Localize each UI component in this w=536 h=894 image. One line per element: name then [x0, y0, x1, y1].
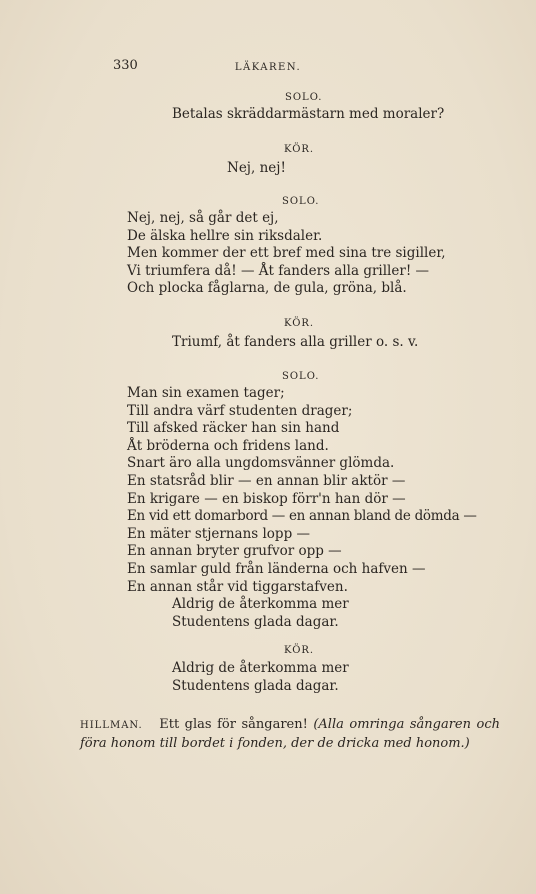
verse-line: Aldrig de återkomma mer	[172, 660, 349, 676]
verse-line: Snart äro alla ungdomsvänner glömda.	[127, 455, 395, 472]
spoken-line: Ett glas för sångaren!	[159, 717, 308, 732]
speaker-label-chorus: KÖR.	[284, 318, 315, 329]
verse-line: En krigare — en biskop förr'n han dör —	[127, 490, 406, 507]
verse-block-5	[127, 385, 477, 631]
verse-line: En statsråd blir — en annan blir aktör —	[127, 472, 406, 489]
speaker-name: HILLMAN.	[80, 720, 143, 731]
verse-line: Men kommer der ett bref med sina tre sigiller,	[127, 245, 446, 262]
speaker-label-solo: SOLO.	[285, 92, 323, 103]
verse-line: Åt bröderna och fridens land.	[127, 437, 329, 454]
running-head: LÄKAREN.	[234, 62, 302, 73]
verse-line: Betalas skräddarmästarn med moraler?	[172, 106, 445, 122]
verse-line: En annan står vid tiggarstafven.	[127, 578, 348, 595]
speaker-label-solo: SOLO.	[282, 371, 320, 382]
verse-block-1	[172, 106, 444, 124]
verse-block-2	[227, 160, 286, 178]
direction-text: (Alla omringa sångaren och föra honom till bordet i fonden, der de dricka med honom.)	[80, 717, 500, 751]
verse-line: En mäter stjernans lopp —	[127, 525, 311, 542]
verse-line: En samlar guld från länderna och hafven —	[127, 560, 426, 577]
verse-block-6	[172, 660, 349, 695]
speaker-label-chorus: KÖR.	[284, 645, 315, 656]
verse-line: Till andra värf studenten drager;	[127, 402, 353, 419]
verse-block-3	[127, 210, 446, 298]
verse-line: En annan bryter grufvor opp —	[127, 543, 342, 560]
verse-line: Studentens glada dagar.	[172, 677, 339, 694]
speaker-label-chorus: KÖR.	[284, 144, 315, 155]
verse-line: Aldrig de återkomma mer	[172, 596, 349, 613]
verse-line: De älska hellre sin riksdaler.	[127, 227, 323, 244]
verse-line: Och plocka fåglarna, de gula, gröna, blå.	[127, 280, 407, 297]
verse-line: Man sin examen tager;	[127, 385, 285, 401]
speaker-label-solo: SOLO.	[282, 196, 320, 207]
verse-line: Till afsked räcker han sin hand	[127, 420, 340, 437]
verse-line: Studentens glada dagar.	[172, 613, 339, 630]
verse-line: En vid ett domarbord — en annan bland de dömda —	[127, 508, 477, 525]
verse-line: Nej, nej, så går det ej,	[127, 210, 279, 226]
verse-line: Vi triumfera då! — Åt fanders alla griller! —	[127, 262, 430, 279]
page-number: 330	[113, 58, 138, 73]
verse-line: Triumf, åt fanders alla griller o. s. v.	[172, 334, 419, 350]
verse-line: Nej, nej!	[227, 160, 286, 176]
stage-direction	[80, 716, 500, 753]
verse-block-4	[172, 334, 418, 352]
